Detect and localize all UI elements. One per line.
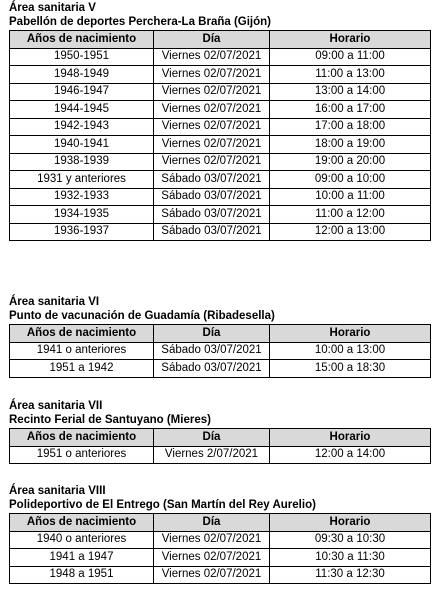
table-row <box>10 206 431 224</box>
birth-years-cell: 1936-1937 <box>10 223 154 241</box>
birth-years-cell: 1950-1951 <box>10 48 154 66</box>
birth-years-cell: 1946-1947 <box>10 83 154 101</box>
schedule-table <box>9 513 431 584</box>
header-day: Día <box>154 514 270 532</box>
birth-years-cell: 1940 o anteriores <box>10 531 154 549</box>
table-header-row <box>10 514 431 532</box>
table-header-row <box>10 325 431 343</box>
schedule-cell: 10:30 a 11:30 <box>270 549 431 567</box>
day-cell: Viernes 02/07/2021 <box>154 549 270 567</box>
table-row <box>10 153 431 171</box>
birth-years-cell: 1944-1945 <box>10 101 154 119</box>
birth-years-cell: 1932-1933 <box>10 188 154 206</box>
birth-years-cell: 1931 y anteriores <box>10 171 154 189</box>
location-title: Recinto Ferial de Santuyano (Mieres) <box>9 414 211 426</box>
schedule-cell: 10:00 a 11:00 <box>270 188 431 206</box>
table-row <box>10 566 431 584</box>
day-cell: Sábado 03/07/2021 <box>154 342 270 360</box>
day-cell: Viernes 02/07/2021 <box>154 118 270 136</box>
day-cell: Viernes 02/07/2021 <box>154 48 270 66</box>
header-schedule: Horario <box>270 429 431 447</box>
day-cell: Sábado 03/07/2021 <box>154 206 270 224</box>
day-cell: Viernes 02/07/2021 <box>154 136 270 154</box>
schedule-cell: 11:00 a 13:00 <box>270 66 431 84</box>
table-row <box>10 48 431 66</box>
location-title: Pabellón de deportes Perchera-La Braña (Gijón) <box>9 16 272 28</box>
day-cell: Viernes 02/07/2021 <box>154 566 270 584</box>
birth-years-cell: 1951 a 1942 <box>10 360 154 378</box>
table-row <box>10 342 431 360</box>
day-cell: Viernes 2/07/2021 <box>154 446 270 464</box>
birth-years-cell: 1941 o anteriores <box>10 342 154 360</box>
schedule-cell: 09:00 a 11:00 <box>270 48 431 66</box>
header-birth-years: Años de nacimiento <box>10 325 154 343</box>
table-row <box>10 118 431 136</box>
schedule-cell: 12:00 a 13:00 <box>270 223 431 241</box>
schedule-cell: 16:00 a 17:00 <box>270 101 431 119</box>
day-cell: Sábado 03/07/2021 <box>154 188 270 206</box>
header-day: Día <box>154 325 270 343</box>
birth-years-cell: 1948 a 1951 <box>10 566 154 584</box>
area-title: Área sanitaria V <box>9 2 96 14</box>
header-birth-years: Años de nacimiento <box>10 31 154 49</box>
header-day: Día <box>154 429 270 447</box>
table-row <box>10 531 431 549</box>
birth-years-cell: 1942-1943 <box>10 118 154 136</box>
schedule-table <box>9 324 431 378</box>
schedule-cell: 09:00 a 10:00 <box>270 171 431 189</box>
table-header-row <box>10 429 431 447</box>
birth-years-cell: 1951 o anteriores <box>10 446 154 464</box>
section-4 <box>9 484 430 584</box>
schedule-cell: 11:00 a 12:00 <box>270 206 431 224</box>
schedule-cell: 15:00 a 18:30 <box>270 360 431 378</box>
birth-years-cell: 1948-1949 <box>10 66 154 84</box>
area-title: Área sanitaria VII <box>9 400 103 412</box>
area-title: Área sanitaria VIII <box>9 485 106 497</box>
day-cell: Viernes 02/07/2021 <box>154 66 270 84</box>
table-row <box>10 66 431 84</box>
location-title: Punto de vacunación de Guadamía (Ribadesella) <box>9 310 275 322</box>
section-3 <box>9 399 430 464</box>
day-cell: Viernes 02/07/2021 <box>154 101 270 119</box>
section-1 <box>9 1 430 241</box>
birth-years-cell: 1940-1941 <box>10 136 154 154</box>
table-row <box>10 360 431 378</box>
header-birth-years: Años de nacimiento <box>10 429 154 447</box>
schedule-cell: 09:30 a 10:30 <box>270 531 431 549</box>
header-day: Día <box>154 31 270 49</box>
table-row <box>10 171 431 189</box>
birth-years-cell: 1941 a 1947 <box>10 549 154 567</box>
table-row <box>10 136 431 154</box>
schedule-table <box>9 428 431 464</box>
day-cell: Viernes 02/07/2021 <box>154 531 270 549</box>
schedule-cell: 13:00 a 14:00 <box>270 83 431 101</box>
table-row <box>10 188 431 206</box>
schedule-cell: 19:00 a 20:00 <box>270 153 431 171</box>
table-row <box>10 446 431 464</box>
day-cell: Sábado 03/07/2021 <box>154 171 270 189</box>
schedule-cell: 12:00 a 14:00 <box>270 446 431 464</box>
table-row <box>10 101 431 119</box>
schedule-cell: 17:00 a 18:00 <box>270 118 431 136</box>
table-row <box>10 83 431 101</box>
area-title: Área sanitaria VI <box>9 296 100 308</box>
header-schedule: Horario <box>270 514 431 532</box>
header-schedule: Horario <box>270 325 431 343</box>
table-row <box>10 223 431 241</box>
birth-years-cell: 1934-1935 <box>10 206 154 224</box>
day-cell: Viernes 02/07/2021 <box>154 153 270 171</box>
location-title: Polideportivo de El Entrego (San Martín del Rey Aurelio) <box>9 499 316 511</box>
schedule-table <box>9 30 431 241</box>
section-2 <box>9 295 430 378</box>
birth-years-cell: 1938-1939 <box>10 153 154 171</box>
header-schedule: Horario <box>270 31 431 49</box>
schedule-cell: 11:30 a 12:30 <box>270 566 431 584</box>
table-header-row <box>10 31 431 49</box>
schedule-cell: 18:00 a 19:00 <box>270 136 431 154</box>
day-cell: Viernes 02/07/2021 <box>154 83 270 101</box>
day-cell: Sábado 03/07/2021 <box>154 360 270 378</box>
schedule-cell: 10:00 a 13:00 <box>270 342 431 360</box>
day-cell: Sábado 03/07/2021 <box>154 223 270 241</box>
header-birth-years: Años de nacimiento <box>10 514 154 532</box>
table-row <box>10 549 431 567</box>
